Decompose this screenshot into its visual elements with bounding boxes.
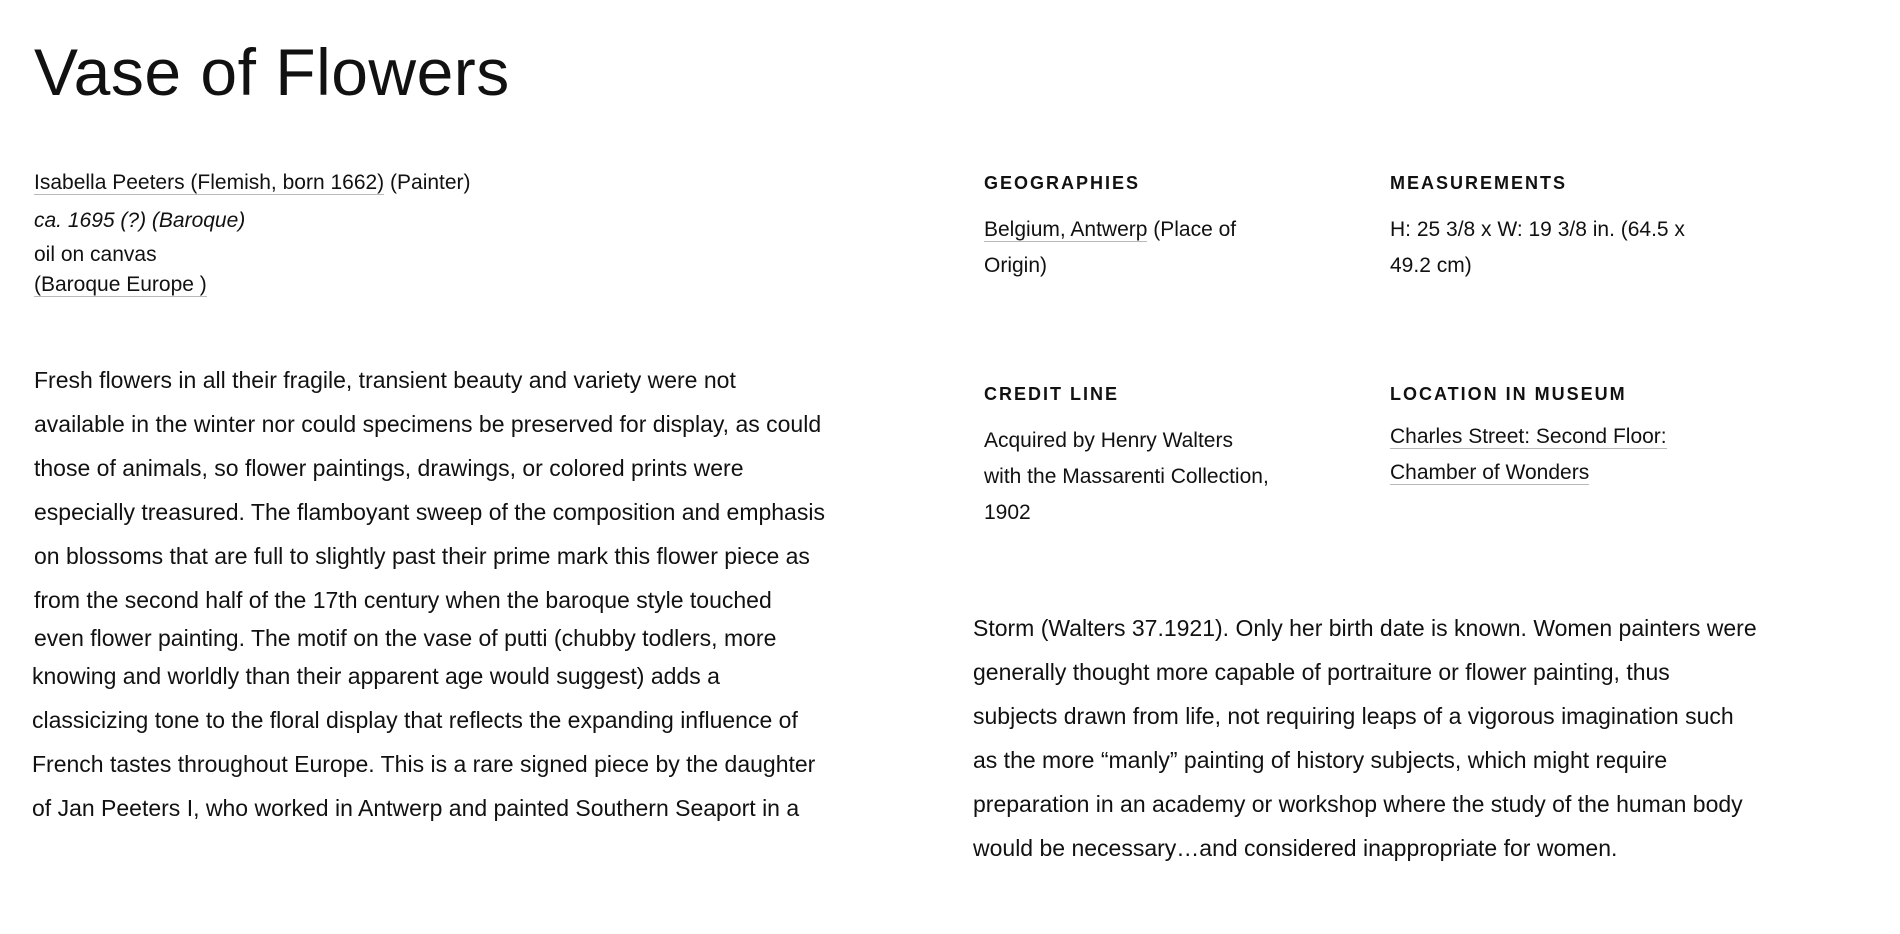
collection-link[interactable]: (Baroque Europe ) (34, 273, 207, 296)
creator-link[interactable]: Isabella Peeters (Flemish, born 1662) (34, 171, 385, 194)
description-line: subjects drawn from life, not requiring leaps of a vigorous imagination such (973, 703, 1734, 729)
creator-role: (Painter) (390, 171, 471, 194)
description-line: preparation in an academy or workshop where the study of the human body (973, 791, 1743, 817)
credit-line-text: Acquired by Henry Walters (984, 429, 1233, 452)
description-line: classicizing tone to the floral display that reflects the expanding influence of (32, 707, 798, 733)
description-line: on blossoms that are full to slightly past their prime mark this flower piece as (34, 543, 810, 569)
measurements-line: 49.2 cm) (1390, 254, 1472, 277)
tombstone-info (34, 164, 914, 300)
measurements-facet (1390, 172, 1770, 284)
geographies-value (984, 212, 1314, 284)
measurements-line: H: 25 3/8 x W: 19 3/8 in. (64.5 x (1390, 218, 1685, 241)
description-line: especially treasured. The flamboyant sweep of the composition and emphasis (34, 499, 825, 525)
location-link[interactable]: Chamber of Wonders (1390, 461, 1590, 484)
description-line: as the more “manly” painting of history subjects, which might require (973, 747, 1668, 773)
location-label: LOCATION IN MUSEUM (1390, 384, 1627, 404)
location-facet (1390, 383, 1770, 491)
description-line: knowing and worldly than their apparent age would suggest) adds a (32, 663, 720, 689)
description-line: even flower painting. The motif on the vase of putti (chubby todlers, more (34, 625, 777, 651)
geography-link[interactable]: Belgium, Antwerp (984, 218, 1148, 241)
description-right (973, 606, 1853, 870)
date-line: ca. 1695 (?) (Baroque) (34, 209, 246, 232)
credit-line-facet (984, 383, 1364, 531)
page-title: Vase of Flowers (34, 35, 510, 109)
measurements-label: MEASUREMENTS (1390, 173, 1568, 193)
description-line: generally thought more capable of portraiture or flower painting, thus (973, 659, 1670, 685)
credit-line-text: with the Massarenti Collection, (984, 465, 1269, 488)
credit-line-value (984, 423, 1364, 531)
credit-line-label: CREDIT LINE (984, 384, 1120, 404)
geographies-facet (984, 172, 1364, 284)
description-line: French tastes throughout Europe. This is a rare signed piece by the daughter (32, 751, 816, 777)
description-line: those of animals, so flower paintings, drawings, or colored prints were (34, 455, 744, 481)
credit-line-text: 1902 (984, 501, 1031, 524)
description-line: Storm (Walters 37.1921). Only her birth date is known. Women painters were (973, 615, 1757, 641)
creator-line (34, 164, 914, 202)
geography-suffix-2: Origin) (984, 254, 1048, 277)
description-line: Fresh flowers in all their fragile, transient beauty and variety were not (34, 367, 736, 393)
description-line: would be necessary…and considered inappropriate for women. (973, 835, 1618, 861)
collection-line (34, 270, 914, 300)
description-line: from the second half of the 17th century when the baroque style touched (34, 587, 772, 613)
geography-suffix: (Place of (1147, 218, 1237, 241)
description-line: of Jan Peeters I, who worked in Antwerp and painted Southern Seaport in a (32, 795, 800, 821)
measurements-value (1390, 212, 1720, 284)
location-link[interactable]: Charles Street: Second Floor: (1390, 425, 1667, 448)
medium-line: oil on canvas (34, 243, 157, 266)
description-left (34, 358, 904, 830)
description-line: available in the winter nor could specimens be preserved for display, as could (34, 411, 822, 437)
location-value (1390, 419, 1770, 491)
geographies-label: GEOGRAPHIES (984, 173, 1141, 193)
